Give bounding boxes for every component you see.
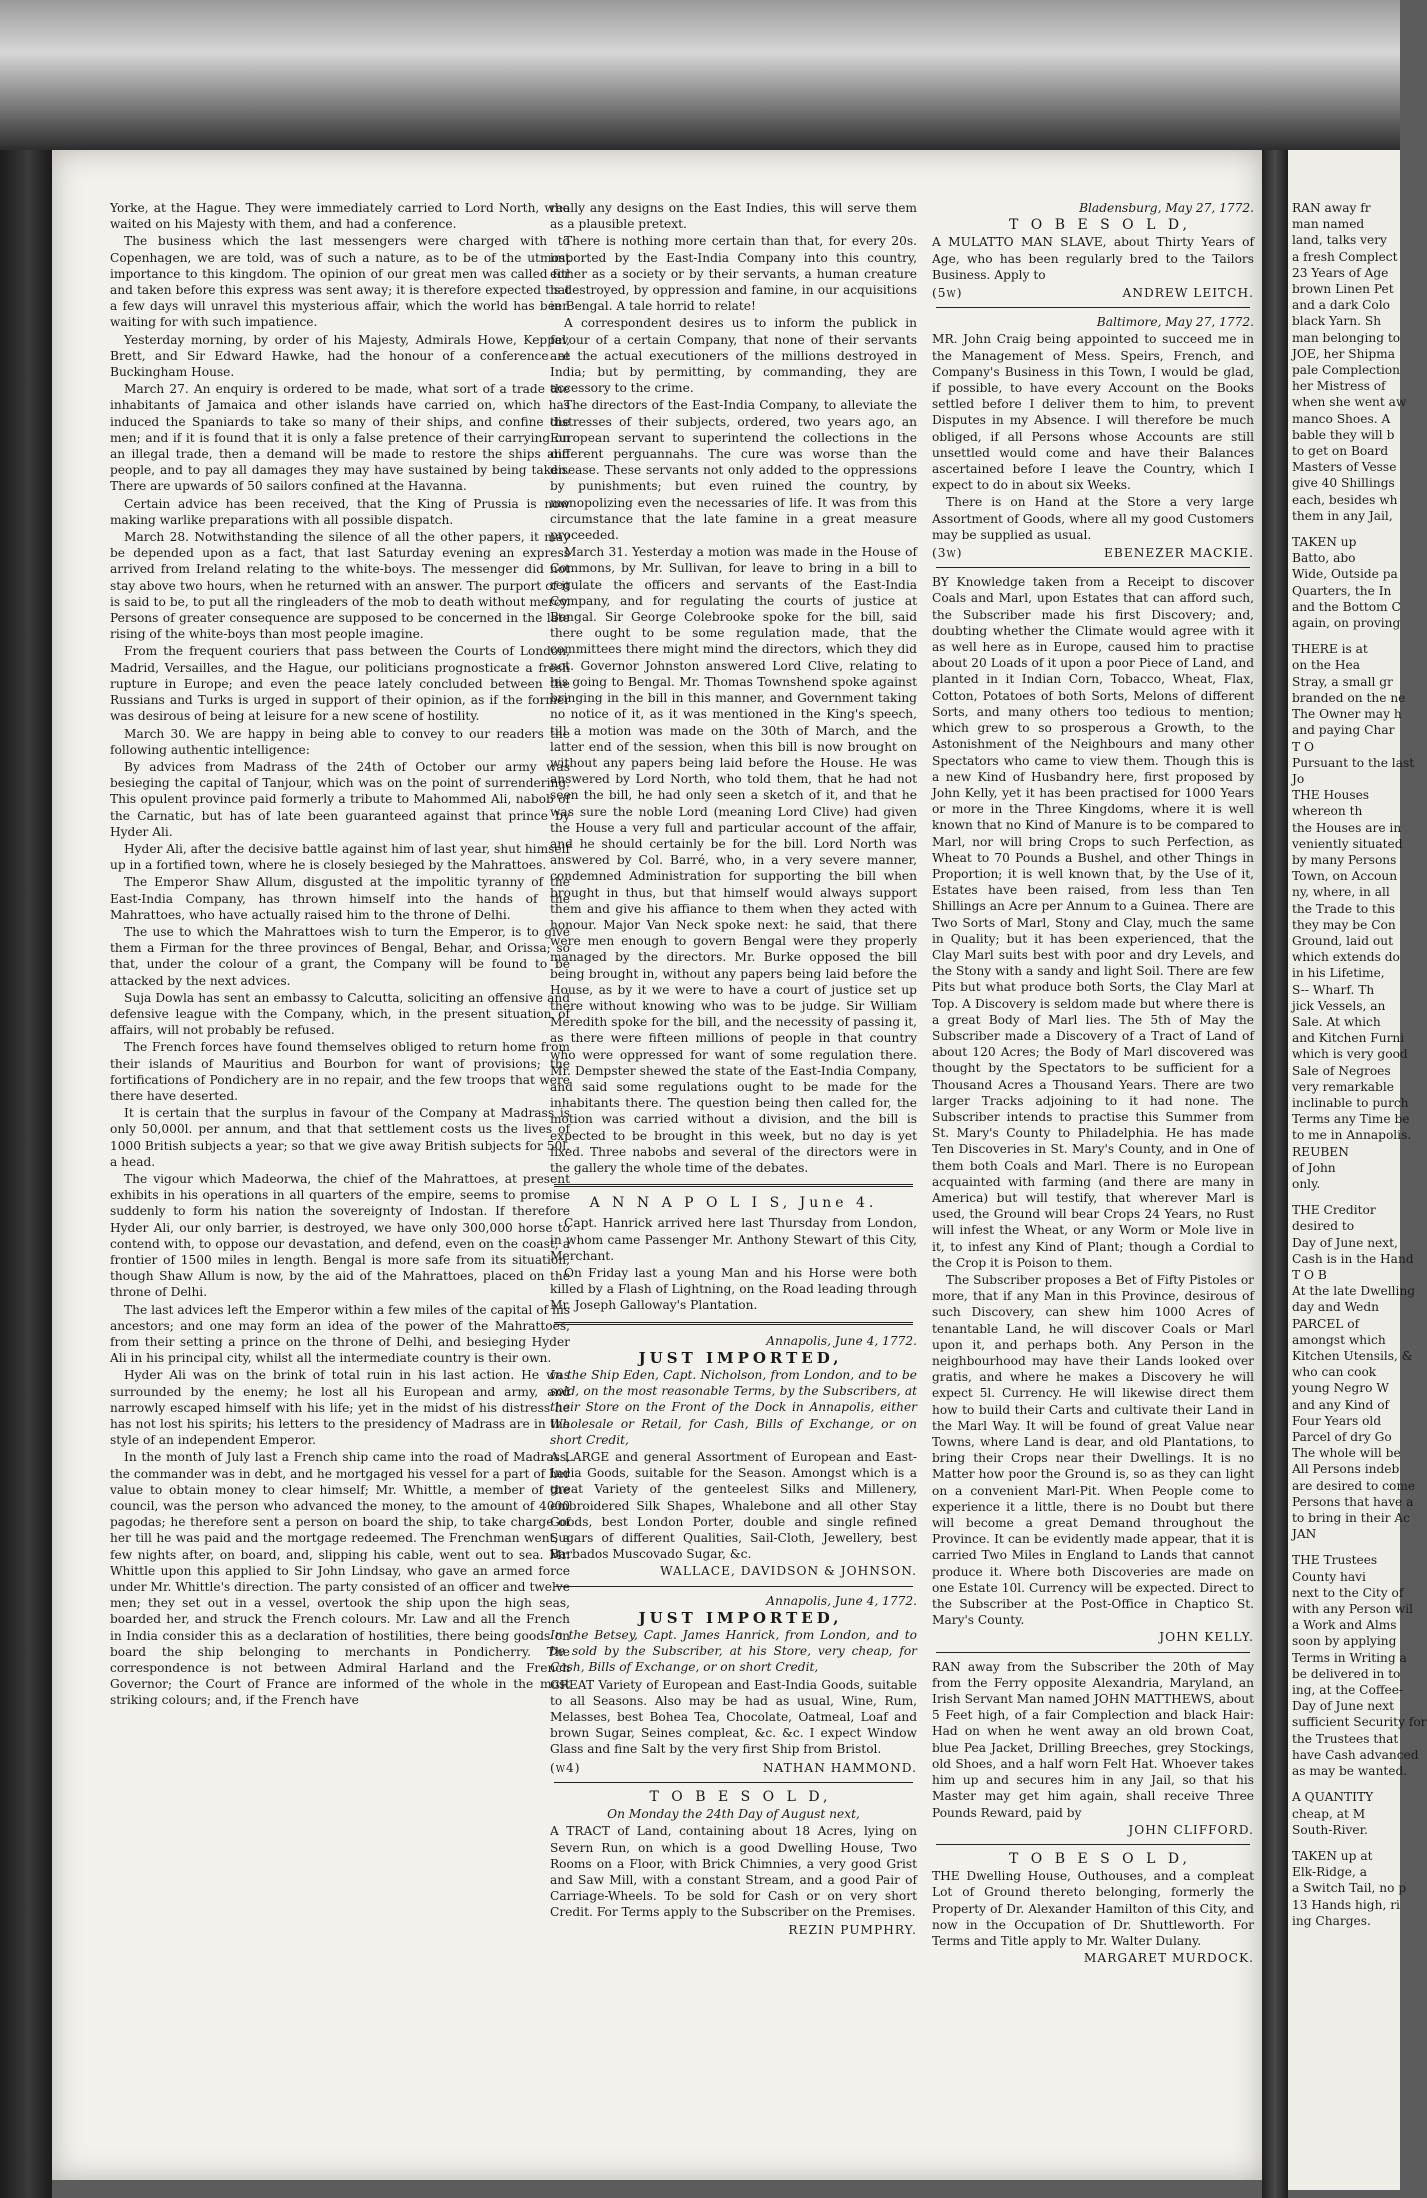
news-item: Capt. Hanrick arrived here last Thursday from London, in whom came Passenger Mr. Anthony Stewart of this City, Merchant. — [550, 1216, 917, 1263]
adjacent-page-gap — [1292, 1542, 1422, 1552]
adjacent-page-line: which is very good — [1292, 1047, 1408, 1062]
adjacent-page-line: and the Bottom C — [1292, 599, 1401, 614]
advert-body: GREAT Variety of European and East-India Goods, suitable to all Seasons. Also may be had as usual, Wine, Rum, Melasses, best Bohea Tea, Chocolate, Oatmeal, Loaf and brown Sugar, Seines compleat, &c. &c. I expect Window Glass and fine Salt by the very first Ship from Bristol. — [550, 1677, 917, 1757]
adjacent-page-line: them in any Jail, — [1292, 508, 1393, 523]
article-paragraph: There is nothing more certain than that, for every 20s. imported by the East-India Company into this country, either as a society or by their servants, a human creature is destroyed, by oppression and famine, in our acquisitions in Bengal. A tale horrid to relate! — [550, 234, 917, 314]
adjacent-page-line: amongst which — [1292, 1332, 1386, 1347]
advert-rule — [936, 1652, 1250, 1653]
adjacent-page-line: brown Linen Pet — [1292, 282, 1394, 297]
scan-left-edge — [0, 150, 52, 2198]
adjacent-page-line: Jo — [1292, 771, 1305, 786]
adjacent-page-line: when she went aw — [1292, 395, 1407, 410]
adjacent-page-line: in his Lifetime, — [1292, 966, 1385, 981]
advert-body-2: The Subscriber proposes a Bet of Fifty Pistoles or more, that if any Man in this Province, desirous of such Discovery, can shew him 1000 Acres of tenantable Land, he will discover Coals or Marl upon it, and perhaps both. Any Person in the neighbourhood may have their Lands looked over gratis, and where he makes a Discovery he will expect 5l. Currency. He will likewise direct them how to build their Carts and cultivate their Land in the Marl Way. It will be found of great Value near Towns, where Land is dear, and old Plantations, to bring their Crops near their Dwellings. It is no Matter how poor the Ground is, so as they can light on a convenient Marl-Pit. When People come to experience it a little, there is no Doubt but there will become a great Demand throughout the Province. It can be evidently made appear, that it is carried Two Miles in England to Lands that cannot produce it. Where both Discoveries are made on one Estate 10l. Currency will be expected. Direct to the Subscriber at the Post-Office in Chaptico St. Mary's County. — [932, 1273, 1254, 1628]
adjacent-page-line: Masters of Vesse — [1292, 460, 1397, 475]
adjacent-page-line: again, on proving — [1292, 616, 1401, 631]
adjacent-page-line: a fresh Complect — [1292, 249, 1398, 264]
adjacent-page-gap — [1292, 1779, 1422, 1789]
advert-signature: MARGARET MURDOCK. — [1083, 1951, 1254, 1966]
article-paragraph: By advices from Madrass of the 24th of October our army was besieging the capital of Tanjour, which was on the point of surrendering. This opulent province paid formerly a tribute to Mahommed Ali, nabob of the Carnatic, but has of late been guaranteed against that prince by Hyder Ali. — [110, 759, 570, 839]
advert-rule — [936, 307, 1250, 308]
advert-body: A TRACT of Land, containing about 18 Acres, lying on Severn Run, on which is a good Dwelling House, Two Rooms on a Floor, with Brick Chimnies, a very good Grist and Saw Mill, with a constant Stream, and a good Pair of Carriage-Wheels. To be sold for Cash or on very short Credit. For Terms apply to the Subscriber on the Premises. — [550, 1824, 917, 1920]
adjacent-page-line: whereon th — [1292, 804, 1363, 819]
advert-body: A MULATTO MAN SLAVE, about Thirty Years of Age, who has been regularly bred to the Tailors Business. Apply to — [932, 235, 1254, 282]
advert-dateline: Annapolis, June 4, 1772. — [766, 1593, 917, 1608]
adjacent-page-line: THE Trustees — [1292, 1553, 1378, 1568]
adjacent-page-line: Sale of Negroes — [1292, 1063, 1391, 1078]
advert-murdock — [932, 1851, 1254, 1966]
adjacent-page-line: Quarters, the In — [1292, 583, 1392, 598]
adjacent-page-line: desired to — [1292, 1219, 1355, 1234]
adjacent-page-line: REUBEN — [1292, 1144, 1349, 1159]
adjacent-page-line: ny, where, in all — [1292, 885, 1390, 900]
advert-headline: T O B E S O L D, — [1008, 217, 1191, 234]
adjacent-page-line: a Work and Alms — [1292, 1618, 1397, 1633]
adjacent-page-line: All Persons indeb — [1292, 1462, 1400, 1477]
article-paragraph: March 31. Yesterday a motion was made in the House of Commons, by Mr. Sullivan, for leave to bring in a bill to regulate the officers and servants of the East-India Company, and for regulating the courts of justice at Bengal. Sir George Colebrooke spoke for the bill, said there ought to be some regulation made, that the committees there might mind the directors, which they did not. Governor Johnston answered Lord Clive, relating to his going to Bengal. Mr. Thomas Townshend spoke against bringing in the bill in this manner, and Government taking no notice of it, as it was mentioned in the King's speech, till a motion was made on the 30th of March, and the latter end of the session, when this bill is now brought on without any papers being laid before the House. He was answered by Lord North, who told them, that he had not seen the bill, he had only seen a sketch of it, and that he was sure the noble Lord (meaning Lord Clive) had given the House a very full and particular account of the affair, and he should certainly be for the bill. Lord North was answered by Col. Barré, who, in a very severe manner, condemned Administration for supporting the bill when brought in thus, but that himself would always support them and give his affiance to them when they acted with honour. Major Van Neck spoke next: he said, that there were men enough to govern Bengal were they properly managed by the directors. Mr. Burke opposed the bill being brought in, without any papers being laid before the House, as by it we were to have a court of justice set up there without knowing who was to be judge. Sir William Meredith spoke for the bill, and the necessity of passing it, as there were fifteen millions of people in that country who were oppressed for want of some regulation there. Mr. Dempster shewed the state of the East-India Company, and said some regulations ought to be made for the inhabitants there. The question being then called for, the motion was carried without a division, and the bill is expected to be brought in this week, but no day is yet fixed. Three nabobs and several of the directors were in the gallery the whole time of the debates. — [550, 545, 917, 1175]
advert-signature-row — [932, 285, 1254, 301]
adjacent-page-line: cheap, at M — [1292, 1806, 1366, 1821]
adjacent-page-gap — [1292, 1838, 1422, 1848]
adjacent-page-line: on the Hea — [1292, 658, 1361, 673]
advert-rule — [936, 567, 1250, 568]
adjacent-page-line: The whole will be — [1292, 1446, 1401, 1461]
advert-mackie — [932, 314, 1254, 561]
adjacent-page-line: who can cook — [1292, 1365, 1377, 1380]
advert-rule — [554, 1782, 913, 1783]
article-paragraph: The directors of the East-India Company, to alleviate the distresses of their subjects, ordered, two years ago, an European servant to superintend the collections in the different perguannahs. The cure was worse than the disease. These servants not only added to the oppressions by punishments; but even ruined the country, by monopolizing even the necessaries of life. It was from this circumstance that the late famine in a great measure proceeded. — [550, 398, 917, 543]
article-paragraph: Suja Dowla has sent an embassy to Calcutta, soliciting an offensive and defensive league with the Company, which, in the present situation of affairs, will not probably be refused. — [110, 990, 570, 1038]
adjacent-page-line: the Trade to this — [1292, 901, 1395, 916]
adjacent-page-gap — [1292, 1192, 1422, 1202]
adjacent-page-column — [1292, 200, 1427, 1929]
advert-signature: REZIN PUMPHRY. — [788, 1922, 917, 1937]
adjacent-page-line: 13 Hands high, ri — [1292, 1897, 1400, 1912]
adjacent-page-line: Terms in Writing a — [1292, 1650, 1407, 1665]
adjacent-page-line: ing, at the Coffee- — [1292, 1683, 1404, 1698]
section-rule — [554, 1184, 913, 1187]
article-paragraph: March 27. An enquiry is ordered to be made, what sort of a trade the inhabitants of Jamaica and other islands have carried on, which has induced the Spaniards to take so many of their ships, and confine the men; and if it is found that it is only a false pretence of their carrying on an illegal trade, then a demand will be made to restore the ships and people, and to pay all damages they may have sustained by being taken. There are upwards of 50 sailors confined at the Havanna. — [110, 382, 570, 494]
article-paragraph: The Emperor Shaw Allum, disgusted at the impolitic tyranny of the East-India Company, has thrown himself into the hands of the Mahrattoes, who have actually raised him to the throne of Delhi. — [110, 875, 570, 922]
adjacent-page-line: Pursuant to the last — [1292, 755, 1415, 770]
advert-dateline: Baltimore, May 27, 1772. — [1096, 315, 1254, 330]
adjacent-page-line: by many Persons — [1292, 852, 1397, 867]
adjacent-page-line: Terms any Time be — [1292, 1112, 1410, 1127]
adjacent-page-line: Day of June next — [1292, 1699, 1395, 1714]
advert-body: THE Dwelling House, Outhouses, and a compleat Lot of Ground thereto belonging, formerly the Property of Dr. Alexander Hamilton of this City, and now in the Occupation of Dr. Shuttleworth. For Terms and Title apply to Mr. Walter Dulany. — [932, 1869, 1254, 1948]
adjacent-page-line: with any Person wil — [1292, 1602, 1414, 1617]
advert-kelly — [932, 574, 1254, 1645]
adjacent-page-line: THERE is at — [1292, 642, 1368, 657]
advert-body: MR. John Craig being appointed to succeed me in the Management of Mess. Speirs, French, and Company's Business in this Town, I would be glad, if possible, to have every Account on the Books settled before I deliver them to him, to prevent Disputes in my Absence. I will therefore be much obliged, if all Persons whose Accounts are still unsettled would come and have their Balances ascertained before I leave the Country, which I expect to do in about six Weeks. — [932, 332, 1254, 493]
adjacent-page-line: to bring in their Ac — [1292, 1511, 1410, 1526]
adjacent-page-line: have Cash advanced — [1292, 1747, 1419, 1762]
adjacent-page-line: TAKEN up at — [1292, 1848, 1373, 1863]
adjacent-page-line: Parcel of dry Go — [1292, 1430, 1392, 1445]
advert-signature: EBENEZER MACKIE. — [1103, 546, 1254, 561]
advert-rule — [554, 1586, 913, 1587]
adjacent-page-line: a Switch Tail, no p — [1292, 1881, 1407, 1896]
adjacent-page-line: sufficient Security for — [1292, 1715, 1427, 1730]
advert-body-2: There is on Hand at the Store a very large Assortment of Goods, where all my good Customers may be supplied as usual. — [932, 495, 1254, 542]
advert-mark: (3w) — [932, 546, 963, 561]
news-item: On Friday last a young Man and his Horse were both killed by a Flash of Lightning, on the Road leading through Mr. Joseph Galloway's Plantation. — [550, 1266, 917, 1313]
column-2 — [550, 200, 917, 2140]
adjacent-page-line: only. — [1292, 1176, 1321, 1191]
adjacent-page-line: Kitchen Utensils, & — [1292, 1349, 1413, 1364]
adjacent-page-line: black Yarn. Sh — [1292, 314, 1382, 329]
adjacent-page-line: bable they will b — [1292, 427, 1395, 442]
advert-signature: JOHN CLIFFORD. — [1128, 1822, 1254, 1837]
article-paragraph: In the month of July last a French ship came into the road of Madrass, the commander was in debt, and he mortgaged his vessel for a part of her value to obtain money to clear himself; Mr. Whittle, a member of the council, was the person who advanced the money, to the amount of 4000 pagodas; he therefore sent a person on board the ship, to take charge of her till he was paid and the mortgage redeemed. The Frenchman went, a few nights after, on board, and, slipping his cable, went out to sea. Mr. Whittle upon this applied to Sir John Lindsay, who gave an armed force under Mr. Whittle's direction. The party consisted of an officer and twelve men; they set out in a vessel, overtook the ship upon the high seas, boarded her, and struck the French colours. Mr. Law and all the French in India consider this as a declaration of hostilities, there being goods on board the ship belonging to merchants in Pondicherry. The correspondence is not between Admiral Harland and the French Governor; the Court of France are informed of the whole in the most striking colours; and, if the French have — [110, 1450, 570, 1708]
advert-headline: JUST IMPORTED, — [638, 1348, 843, 1367]
adjacent-page-line: the Houses are in — [1292, 820, 1402, 835]
adjacent-page-line: man named — [1292, 217, 1365, 232]
adjacent-page-line: jick Vessels, an — [1292, 998, 1386, 1013]
advert-rule — [936, 1844, 1250, 1845]
article-paragraph: Hyder Ali was on the brink of total ruin in his last action. He was surrounded by the enemy; he lost all his European and army, and narrowly escaped himself with his life; yet in the midst of his distress he has not lost his spirits; his letters to the presidency of Madrass are in the style of an independent Emperor. — [110, 1368, 570, 1448]
column-1 — [110, 200, 570, 2140]
article-paragraph: March 28. Notwithstanding the silence of all the other papers, it may be depended upon as a fact, that last Saturday evening an express arrived from Ireland relating to the white-boys. The messenger did not stay above two hours, when he returned with an answer. The purport of it is said to be, to put all the ringleaders of the mob to death without mercy. Persons of greater consequence are supposed to be concerned in the late rising of the white-boys than most people imagine. — [110, 530, 570, 642]
adjacent-page-line: JAN — [1292, 1527, 1317, 1542]
article-paragraph: The use to which the Mahrattoes wish to turn the Emperor, is to give them a Firman for the three provinces of Bengal, Behar, and Orissa; so that, under the colour of a grant, the Company will be found to be attacked by the next advices. — [110, 924, 570, 988]
adjacent-page-line: as may be wanted. — [1292, 1764, 1408, 1779]
adjacent-page-line: give 40 Shillings — [1292, 476, 1395, 491]
adjacent-page-line: to get on Board — [1292, 444, 1389, 459]
newspaper-page — [52, 150, 1262, 2180]
adjacent-page-line: to me in Annapolis. — [1292, 1128, 1412, 1143]
adjacent-page-line: A QUANTITY — [1292, 1790, 1374, 1805]
advert-hammond — [550, 1593, 917, 1776]
adjacent-page-line: PARCEL of — [1292, 1316, 1360, 1331]
adjacent-page-line: County havi — [1292, 1569, 1366, 1584]
article-paragraph: Yorke, at the Hague. They were immediately carried to Lord North, who waited on his Majesty with them, and had a conference. — [110, 201, 570, 232]
advert-headline: T O B E S O L D, — [1008, 1850, 1191, 1867]
adjacent-page-line: Stray, a small gr — [1292, 674, 1393, 689]
article-paragraph: Certain advice has been received, that the King of Prussia is now making warlike preparations with all possible dispatch. — [110, 496, 570, 527]
adjacent-page-line: young Negro W — [1292, 1381, 1389, 1396]
advert-clifford — [932, 1659, 1254, 1838]
adjacent-page-line: land, talks very — [1292, 233, 1387, 248]
adjacent-page-line: The Owner may h — [1292, 707, 1402, 722]
book-gutter — [1262, 150, 1288, 2198]
adjacent-page-line: they may be Con — [1292, 917, 1396, 932]
advert-pumphry — [550, 1789, 917, 1938]
article-paragraph: A correspondent desires us to inform the publick in favour of a certain Company, that none of their servants are the actual executioners of the millions destroyed in India; but by permitting, by commanding, they are accessory to the crime. — [550, 316, 917, 396]
section-rule — [554, 1322, 913, 1325]
adjacent-page-line: very remarkable — [1292, 1079, 1394, 1094]
article-paragraph: From the frequent couriers that pass between the Courts of London, Madrid, Versailles, and the Hague, our politicians prognosticate a fresh rupture in Europe; and even the peace lately concluded between the Russians and Turks is urged in support of their opinion, as if the former was desirous of being at leisure for a new scene of hostility. — [110, 644, 570, 724]
advert-signature: WALLACE, DAVIDSON & JOHNSON. — [660, 1564, 917, 1579]
adjacent-page-line: Town, on Accoun — [1292, 869, 1398, 884]
adjacent-page-line: and any Kind of — [1292, 1397, 1390, 1412]
advert-dateline: Annapolis, June 4, 1772. — [766, 1333, 917, 1348]
adjacent-page-line: are desired to come — [1292, 1478, 1416, 1493]
advert-signature-row — [932, 545, 1254, 561]
advert-intro: In the Ship Eden, Capt. Nicholson, from London, and to be sold, on the most reasonable Terms, by the Subscribers, at their Store on the Front of the Dock in Annapolis, either Wholesale or Retail, for Cash, Bills of Exchange, or on short Credit, — [550, 1368, 917, 1447]
advert-headline: JUST IMPORTED, — [638, 1608, 843, 1627]
adjacent-page-line: of John — [1292, 1160, 1336, 1175]
advert-signature: NATHAN HAMMOND. — [762, 1760, 917, 1775]
scan-top-margin — [0, 0, 1400, 150]
adjacent-page-line: ing Charges. — [1292, 1913, 1371, 1928]
article-paragraph: The business which the last messengers were charged with to Copenhagen, we are told, was of such a nature, as to be of the utmost importance to this kingdom. The opinion of our great men was called for and taken before this express was sent away; it is therefore expected that a few days will unravel this mysterious affair, which the world has been waiting for with such impatience. — [110, 234, 570, 330]
adjacent-page-line: man belonging to — [1292, 330, 1401, 345]
advert-intro: On Monday the 24th Day of August next, — [607, 1807, 860, 1822]
adjacent-page-line: RAN away fr — [1292, 201, 1371, 215]
advert-signature: JOHN KELLY. — [1159, 1630, 1254, 1645]
adjacent-page-line: Batto, abo — [1292, 551, 1356, 566]
adjacent-page-line: the Trustees that — [1292, 1731, 1399, 1746]
advert-leitch — [932, 200, 1254, 301]
adjacent-page-line: Elk-Ridge, a — [1292, 1865, 1367, 1880]
article-paragraph: The French forces have found themselves obliged to return home from their islands of Mauritius and Bourbon for want of provisions; the fortifications of Pondichery are in no repair, and the few troops that were there have deserted. — [110, 1040, 570, 1103]
adjacent-page-line: T O — [1292, 739, 1314, 754]
adjacent-page-line: each, besides wh — [1292, 492, 1398, 507]
adjacent-page-gap — [1292, 524, 1422, 534]
annapolis-heading: A N N A P O L I S, June 4. — [589, 1195, 878, 1212]
article-paragraph: March 30. We are happy in being able to convey to our readers the following authentic intelligence: — [110, 726, 570, 757]
adjacent-page-line: day and Wedn — [1292, 1300, 1380, 1315]
column-3 — [932, 200, 1254, 2140]
article-paragraph: It is certain that the surplus in favour of the Company at Madrass is only 50,000l. per annum, and that that settlement costs us the lives of 1000 British subjects a year; so that we give away British subjects for 50l. a head. — [110, 1106, 570, 1169]
article-paragraph: The vigour which Madeorwa, the chief of the Mahrattoes, at present exhibits in his operations in all quarters of the empire, seems to promise suddenly to form his nation the sovereignty of Indostan. If therefore Hyder Ali, our only barrier, is destroyed, we have only 300,000 horse to contend with, to oppose our devastation, and defend, even on the coast, a frontier of 1500 miles in length. Bengal is more safe from its situation, though Shaw Allum is now, by the aid of the Mahrattoes, placed on the throne of Delhi. — [110, 1171, 570, 1300]
adjacent-page-line: South-River. — [1292, 1822, 1368, 1837]
advert-mark: (5w) — [932, 286, 963, 301]
adjacent-page-line: S-- Wharf. Th — [1292, 982, 1375, 997]
advert-headline: T O B E S O L D, — [649, 1788, 832, 1805]
adjacent-page-line: TAKEN up — [1292, 535, 1357, 550]
adjacent-page-line: Persons that have a — [1292, 1494, 1414, 1509]
adjacent-page-line: Cash is in the Hand — [1292, 1251, 1414, 1266]
adjacent-page-line: pale Complection — [1292, 363, 1400, 378]
adjacent-page-line: and paying Char — [1292, 723, 1395, 738]
advert-wallace — [550, 1333, 917, 1580]
adjacent-page-line: Wide, Outside pa — [1292, 567, 1398, 582]
parliament-news — [550, 200, 917, 1176]
adjacent-page-line: inclinable to purch — [1292, 1095, 1409, 1110]
adjacent-page-line: Sale. At which — [1292, 1014, 1381, 1029]
adjacent-page-line: be delivered in to — [1292, 1666, 1401, 1681]
adjacent-page-line: manco Shoes. A — [1292, 411, 1391, 426]
adjacent-page-line: THE Creditor — [1292, 1203, 1376, 1218]
advert-dateline: Bladensburg, May 27, 1772. — [1079, 201, 1254, 215]
adjacent-page-gap — [1292, 631, 1422, 641]
adjacent-page-line: JOE, her Shipma — [1292, 346, 1396, 361]
adjacent-page-line: soon by applying — [1292, 1634, 1397, 1649]
adjacent-page-line: Four Years old — [1292, 1413, 1382, 1428]
advert-signature-row — [550, 1760, 917, 1776]
adjacent-page-line: At the late Dwelling — [1292, 1284, 1416, 1299]
adjacent-page-line: and Kitchen Furni — [1292, 1031, 1405, 1046]
article-paragraph: The last advices left the Emperor within a few miles of the capital of his ancestors; and one may form an idea of the power of the Mahrattoes, from their setting a prince on the throne of Delhi, and besieging Hyder Ali in his principal city, whilst all the intermediate country is their own. — [110, 1302, 570, 1366]
adjacent-page-line: her Mistress of — [1292, 379, 1386, 394]
adjacent-page-line: branded on the ne — [1292, 690, 1406, 705]
advert-intro: In the Betsey, Capt. James Hanrick, from London, and to be sold by the Subscriber, at his Store, very cheap, for Cash, Bills of Exchange, or on short Credit, — [550, 1628, 917, 1675]
advert-body: BY Knowledge taken from a Receipt to discover Coals and Marl, upon Estates that can afford such, the Subscriber made his first Discovery; and, doubting whether the Climate would agree with it as well here as in Europe, caused him to practise about 20 Loads of it upon a poor Piece of Land, and planted in it Indian Corn, Tobacco, Wheat, Flax, Cotton, Potatoes of both Sorts, Melons of different Sorts, and many others too tedious to mention; which grew to so prosperous a Growth, to the Astonishment of the Neighbours and many other Spectators who came to view them. Though this is a new Kind of Husbandry here, first proposed by John Kelly, yet it has been practised for 1000 Years or more in the Three Kingdoms, where it is well known that no Kind of Manure is to be compared to Marl, nor will bring Crops to such Perfection, as Wheat to 70 Pounds a Bushel, and other Things in Proportion; it is well known that, by the Use of it, Estates have been raised, from less than Ten Shillings an Acre per Annum to a Guinea. There are Two Sorts of Marl, Stony and Clay, much the same in Quality; but it has been experienced, that the Clay Marl suits best with poor and dry Levels, and the Stony with a sandy and light Soil. There are few Pits but what produce both Sorts, the Clay Marl at Top. A Discovery is seldom made but where there is a great Body of Marl lies. The 5th of May the Subscriber made a Discovery of a Tract of Land of about 120 Acres; the Body of Marl discovered was thought by the Spectators to be sufficient for a Thousand Acres a Thousand Years. There are two larger Tracks adjoining to it had none. The Subscriber intends to practise this Summer from St. Mary's County to Philadelphia. He has made Ten Discoveries in St. Mary's County, and in One of them both Coals and Marl. There is no European acquainted with farming (and there are many in America) but will testify, that wherever Marl is used, the Ground will bear Crops 24 Years, no Rust will infest the Wheat, or any Worm or Mole live in it, to infest any Kind of Plant; though a Cordial to the Crop it is Poison to them. — [932, 575, 1254, 1270]
adjacent-page-line: THE Houses — [1292, 788, 1370, 803]
adjacent-page-line: veniently situated — [1292, 836, 1403, 851]
article-paragraph: Hyder Ali, after the decisive battle against him of last year, shut himself up in a fortified town, where he is closely besieged by the Mahrattoes. — [110, 841, 570, 873]
adjacent-page-line: Day of June next, — [1292, 1235, 1398, 1250]
annapolis-news — [550, 1215, 917, 1313]
adjacent-page-line: T O B — [1292, 1268, 1327, 1282]
advert-body: RAN away from the Subscriber the 20th of May from the Ferry opposite Alexandria, Maryland, an Irish Servant Man named JOHN MATTHEWS, about 5 Feet high, of a fair Complection and black Hair: Had on when he went away an old brown Coat, blue Pea Jacket, Drilling Breeches, grey Stockings, old Shoes, and a half worn Felt Hat. Whoever takes him up and secures him in any Jail, so that his Master may get him again, shall receive Three Pounds Reward, paid by — [932, 1659, 1254, 1820]
article-paragraph: Yesterday morning, by order of his Majesty, Admirals Howe, Keppel, Brett, and Sir Edward Hawke, had the honour of a conference at Buckingham House. — [110, 332, 570, 380]
article-paragraph: really any designs on the East Indies, this will serve them as a plausible pretext. — [550, 201, 917, 232]
advert-signature: ANDREW LEITCH. — [1122, 286, 1254, 301]
adjacent-page-line: which extends do — [1292, 950, 1400, 965]
advert-mark: (w4) — [550, 1760, 581, 1775]
adjacent-page-line: next to the City of — [1292, 1585, 1404, 1600]
adjacent-page-line: 23 Years of Age — [1292, 265, 1389, 280]
advert-body: A LARGE and general Assortment of European and East-India Goods, suitable for the Season. Amongst which is a great Variety of the genteelest Silks and Millenery, embroidered Silk Shapes, Whalebone and all other Stay Goods, best London Porter, double and single refined Sugars of different Qualities, Sail-Cloth, Jewellery, best Barbados Muscovado Sugar, &c. — [550, 1450, 917, 1562]
adjacent-page-line: and a dark Colo — [1292, 298, 1390, 313]
adjacent-page-fragment — [1288, 150, 1427, 2190]
adjacent-page-line: Ground, laid out — [1292, 933, 1393, 948]
